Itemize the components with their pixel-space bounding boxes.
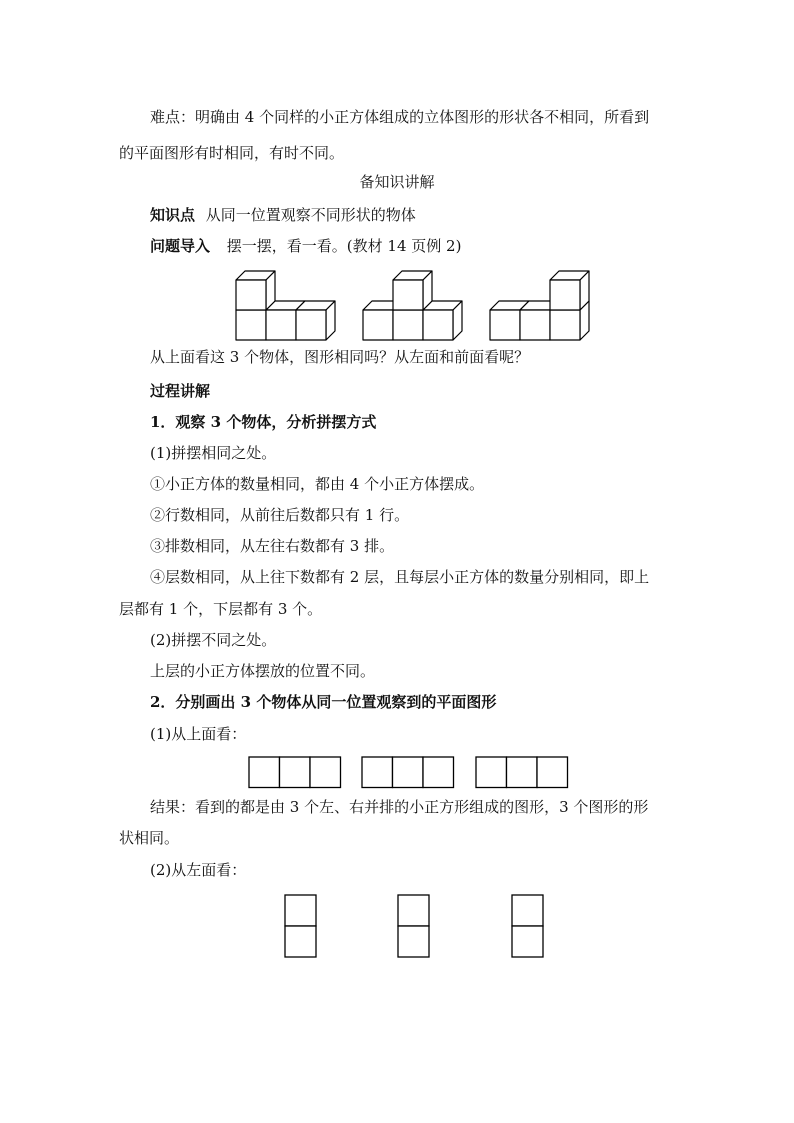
top-view-square — [393, 757, 424, 788]
left-view-label: (2)从左面看： — [150, 861, 247, 879]
step1-diff-text: 上层的小正方体摆放的位置不同。 — [150, 662, 376, 680]
process-heading: 过程讲解 — [150, 382, 211, 400]
left-view-square — [285, 895, 316, 926]
left-view-square — [398, 895, 429, 926]
intro-text: 摆一摆，看一看。(教材 14 页例 2) — [226, 237, 462, 255]
difficulty-line-1: 难点：明确由 4 个同样的小正方体组成的立体图形的形状各不相同，所看到 — [150, 108, 650, 126]
step1-item3: ③排数相同，从左往右数都有 3 排。 — [150, 537, 395, 555]
left-view-square — [398, 926, 429, 957]
step1-diff-title: (2)拼摆不同之处。 — [150, 631, 277, 649]
step1-item4-line2: 层都有 1 个，下层都有 3 个。 — [119, 600, 323, 618]
left-view-figure-1 — [285, 895, 316, 957]
solid-figure-2 — [363, 271, 462, 340]
top-view-square — [476, 757, 507, 788]
top-view-square — [537, 757, 568, 788]
step1-heading: 1．观察 3 个物体，分析拼摆方式 — [150, 413, 377, 431]
difficulty-line-2: 的平面图形有时相同，有时不同。 — [119, 144, 345, 162]
solids-figure — [0, 0, 794, 360]
intro-label: 问题导入 — [150, 237, 211, 255]
top-view-figure-1 — [249, 757, 341, 788]
top-view-square — [249, 757, 280, 788]
question-text: 从上面看这 3 个物体，图形相同吗？从左面和前面看呢？ — [150, 348, 530, 366]
step1-item4-line1: ④层数相同，从上往下数都有 2 层，且每层小正方体的数量分别相同，即上 — [150, 568, 650, 586]
solid-figure-1 — [236, 271, 335, 340]
left-view-figure-2 — [398, 895, 429, 957]
step1-item2: ②行数相同，从前往后数都只有 1 行。 — [150, 506, 410, 524]
step1-item1: ①小正方体的数量相同，都由 4 个小正方体摆成。 — [150, 475, 485, 493]
solid-2-top-cube — [393, 271, 432, 310]
solid-3-top-cube — [550, 271, 589, 310]
top-view-figures — [0, 750, 794, 795]
knowledge-point-text: 从同一位置观察不同形状的物体 — [205, 206, 416, 224]
top-view-square — [423, 757, 454, 788]
result-line-1: 结果：看到的都是由 3 个左、右并排的小正方形组成的图形，3 个图形的形 — [150, 798, 649, 816]
top-view-figure-3 — [476, 757, 568, 788]
solid-2-bottom-cube-3 — [423, 301, 462, 340]
top-view-label: (1)从上面看： — [150, 725, 247, 743]
top-view-square — [280, 757, 311, 788]
top-view-square — [507, 757, 538, 788]
knowledge-point-label: 知识点 — [150, 206, 196, 224]
step1-same-title: (1)拼摆相同之处。 — [150, 444, 277, 462]
top-view-figure-2 — [362, 757, 454, 788]
solid-1-top-cube — [236, 271, 275, 310]
solid-1-bottom-cube-3 — [296, 301, 335, 340]
step2-heading: 2．分别画出 3 个物体从同一位置观察到的平面图形 — [150, 693, 497, 711]
left-view-square — [512, 926, 543, 957]
left-view-figure-3 — [512, 895, 543, 957]
left-view-square — [285, 926, 316, 957]
result-line-2: 状相同。 — [119, 829, 180, 847]
top-view-square — [362, 757, 393, 788]
solid-figure-3 — [490, 271, 589, 340]
left-view-figures — [0, 890, 794, 965]
left-view-square — [512, 895, 543, 926]
top-view-square — [310, 757, 341, 788]
section-title: 备知识讲解 — [359, 173, 435, 191]
